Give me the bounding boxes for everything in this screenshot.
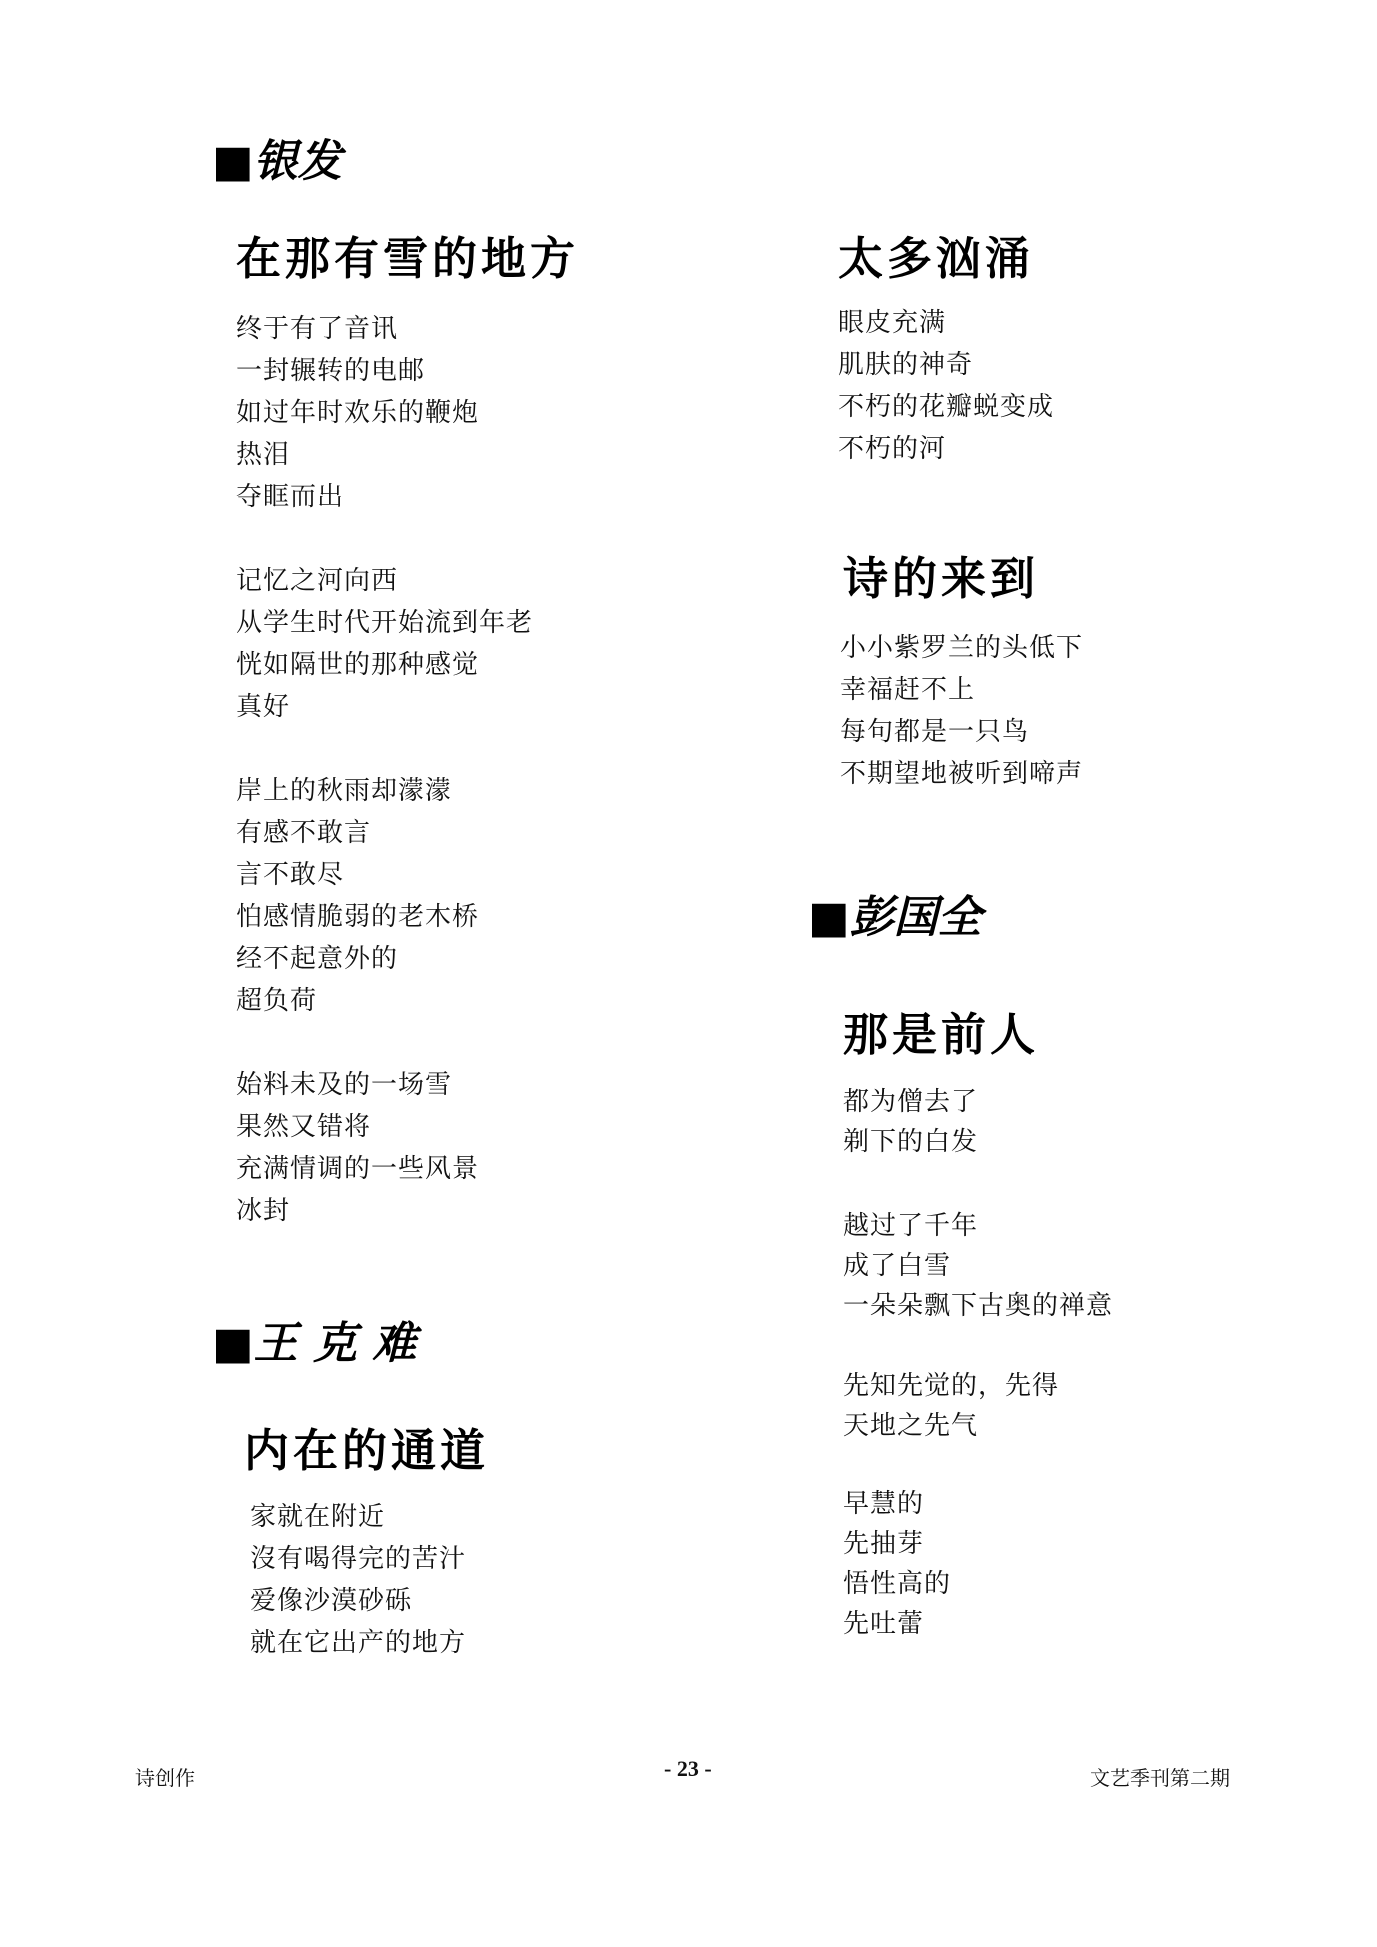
poem-1-stanza-1 — [236, 308, 479, 518]
poem-line: 恍如隔世的那种感觉 — [236, 650, 480, 680]
page-number: - 23 - — [664, 1756, 712, 1781]
poem-line: 果然又错将 — [236, 1112, 372, 1142]
poem-3-stanza-1 — [838, 302, 1054, 470]
footer-publication: 文艺季刊第二期 — [1090, 1766, 1230, 1790]
poem-line: 不朽的花瓣蜕变成 — [838, 392, 1055, 422]
poem-title-1: 在那有雪的地方 — [236, 232, 580, 285]
footer-section-label: 诗创作 — [135, 1766, 195, 1790]
poem-line: 就在它出产的地方 — [250, 1628, 467, 1658]
poem-line: 成了白雪 — [843, 1251, 952, 1281]
poem-title-4: 诗的来到 — [843, 552, 1040, 605]
poem-line: 如过年时欢乐的鞭炮 — [236, 398, 480, 428]
poem-1-stanza-4 — [236, 1064, 479, 1232]
poem-5-stanza-3 — [843, 1366, 1059, 1446]
poem-line: 沒有喝得完的苦汁 — [250, 1544, 467, 1574]
poem-line: 都为僧去了 — [843, 1087, 979, 1117]
poem-1-stanza-3 — [236, 770, 479, 1022]
poem-line: 爱像沙漠砂砾 — [250, 1586, 413, 1616]
poem-title-5: 那是前人 — [843, 1008, 1040, 1061]
poem-line: 先知先觉的，先得 — [843, 1371, 1060, 1401]
poem-line: 眼皮充满 — [838, 308, 947, 338]
poem-line: 夺眶而出 — [236, 482, 345, 512]
author-name-2: ■王 克 难 — [212, 1318, 417, 1369]
author-name-3: ■彭国全 — [808, 892, 982, 943]
poem-line: 热泪 — [236, 440, 291, 470]
poem-line: 冰封 — [236, 1196, 291, 1226]
poem-line: 每句都是一只鸟 — [840, 717, 1030, 747]
poem-line: 先抽芽 — [843, 1529, 925, 1559]
poem-line: 肌肤的神奇 — [838, 350, 974, 380]
poem-line: 记忆之河向西 — [236, 566, 399, 596]
poem-line: 终于有了音讯 — [236, 314, 399, 344]
poem-line: 悟性高的 — [843, 1569, 952, 1599]
poem-2-stanza-1 — [250, 1496, 466, 1664]
poem-line: 言不敢尽 — [236, 860, 345, 890]
poem-line: 幸福赶不上 — [840, 675, 976, 705]
poem-line: 一封辗转的电邮 — [236, 356, 426, 386]
poem-line: 一朵朵飘下古奥的禅意 — [843, 1291, 1114, 1321]
poem-line: 不期望地被听到啼声 — [840, 759, 1084, 789]
poem-line: 超负荷 — [236, 986, 318, 1016]
poem-line: 天地之先气 — [843, 1411, 979, 1441]
poem-title-2: 内在的通道 — [244, 1424, 490, 1477]
poem-line: 岸上的秋雨却濛濛 — [236, 776, 453, 806]
poem-title-3: 太多汹涌 — [838, 232, 1035, 285]
poem-line: 从学生时代开始流到年老 — [236, 608, 534, 638]
poem-5-stanza-1 — [843, 1082, 978, 1162]
poem-4-stanza-1 — [840, 627, 1083, 795]
poem-line: 家就在附近 — [250, 1502, 386, 1532]
poem-line: 始料未及的一场雪 — [236, 1070, 453, 1100]
poem-5-stanza-4 — [843, 1484, 951, 1644]
poem-line: 小小紫罗兰的头低下 — [840, 633, 1084, 663]
poem-1-stanza-2 — [236, 560, 533, 728]
poem-line: 真好 — [236, 692, 291, 722]
poem-line: 不朽的河 — [838, 434, 947, 464]
poem-line: 先吐蕾 — [843, 1609, 925, 1639]
poem-line: 越过了千年 — [843, 1211, 979, 1241]
poem-line: 早慧的 — [843, 1489, 925, 1519]
poem-line: 有感不敢言 — [236, 818, 372, 848]
poem-5-stanza-2 — [843, 1206, 1113, 1326]
poem-line: 充满情调的一些风景 — [236, 1154, 480, 1184]
poem-line: 怕感情脆弱的老木桥 — [236, 902, 480, 932]
author-name-1: ■银发 — [212, 136, 342, 187]
poem-line: 剃下的白发 — [843, 1127, 979, 1157]
poem-line: 经不起意外的 — [236, 944, 399, 974]
